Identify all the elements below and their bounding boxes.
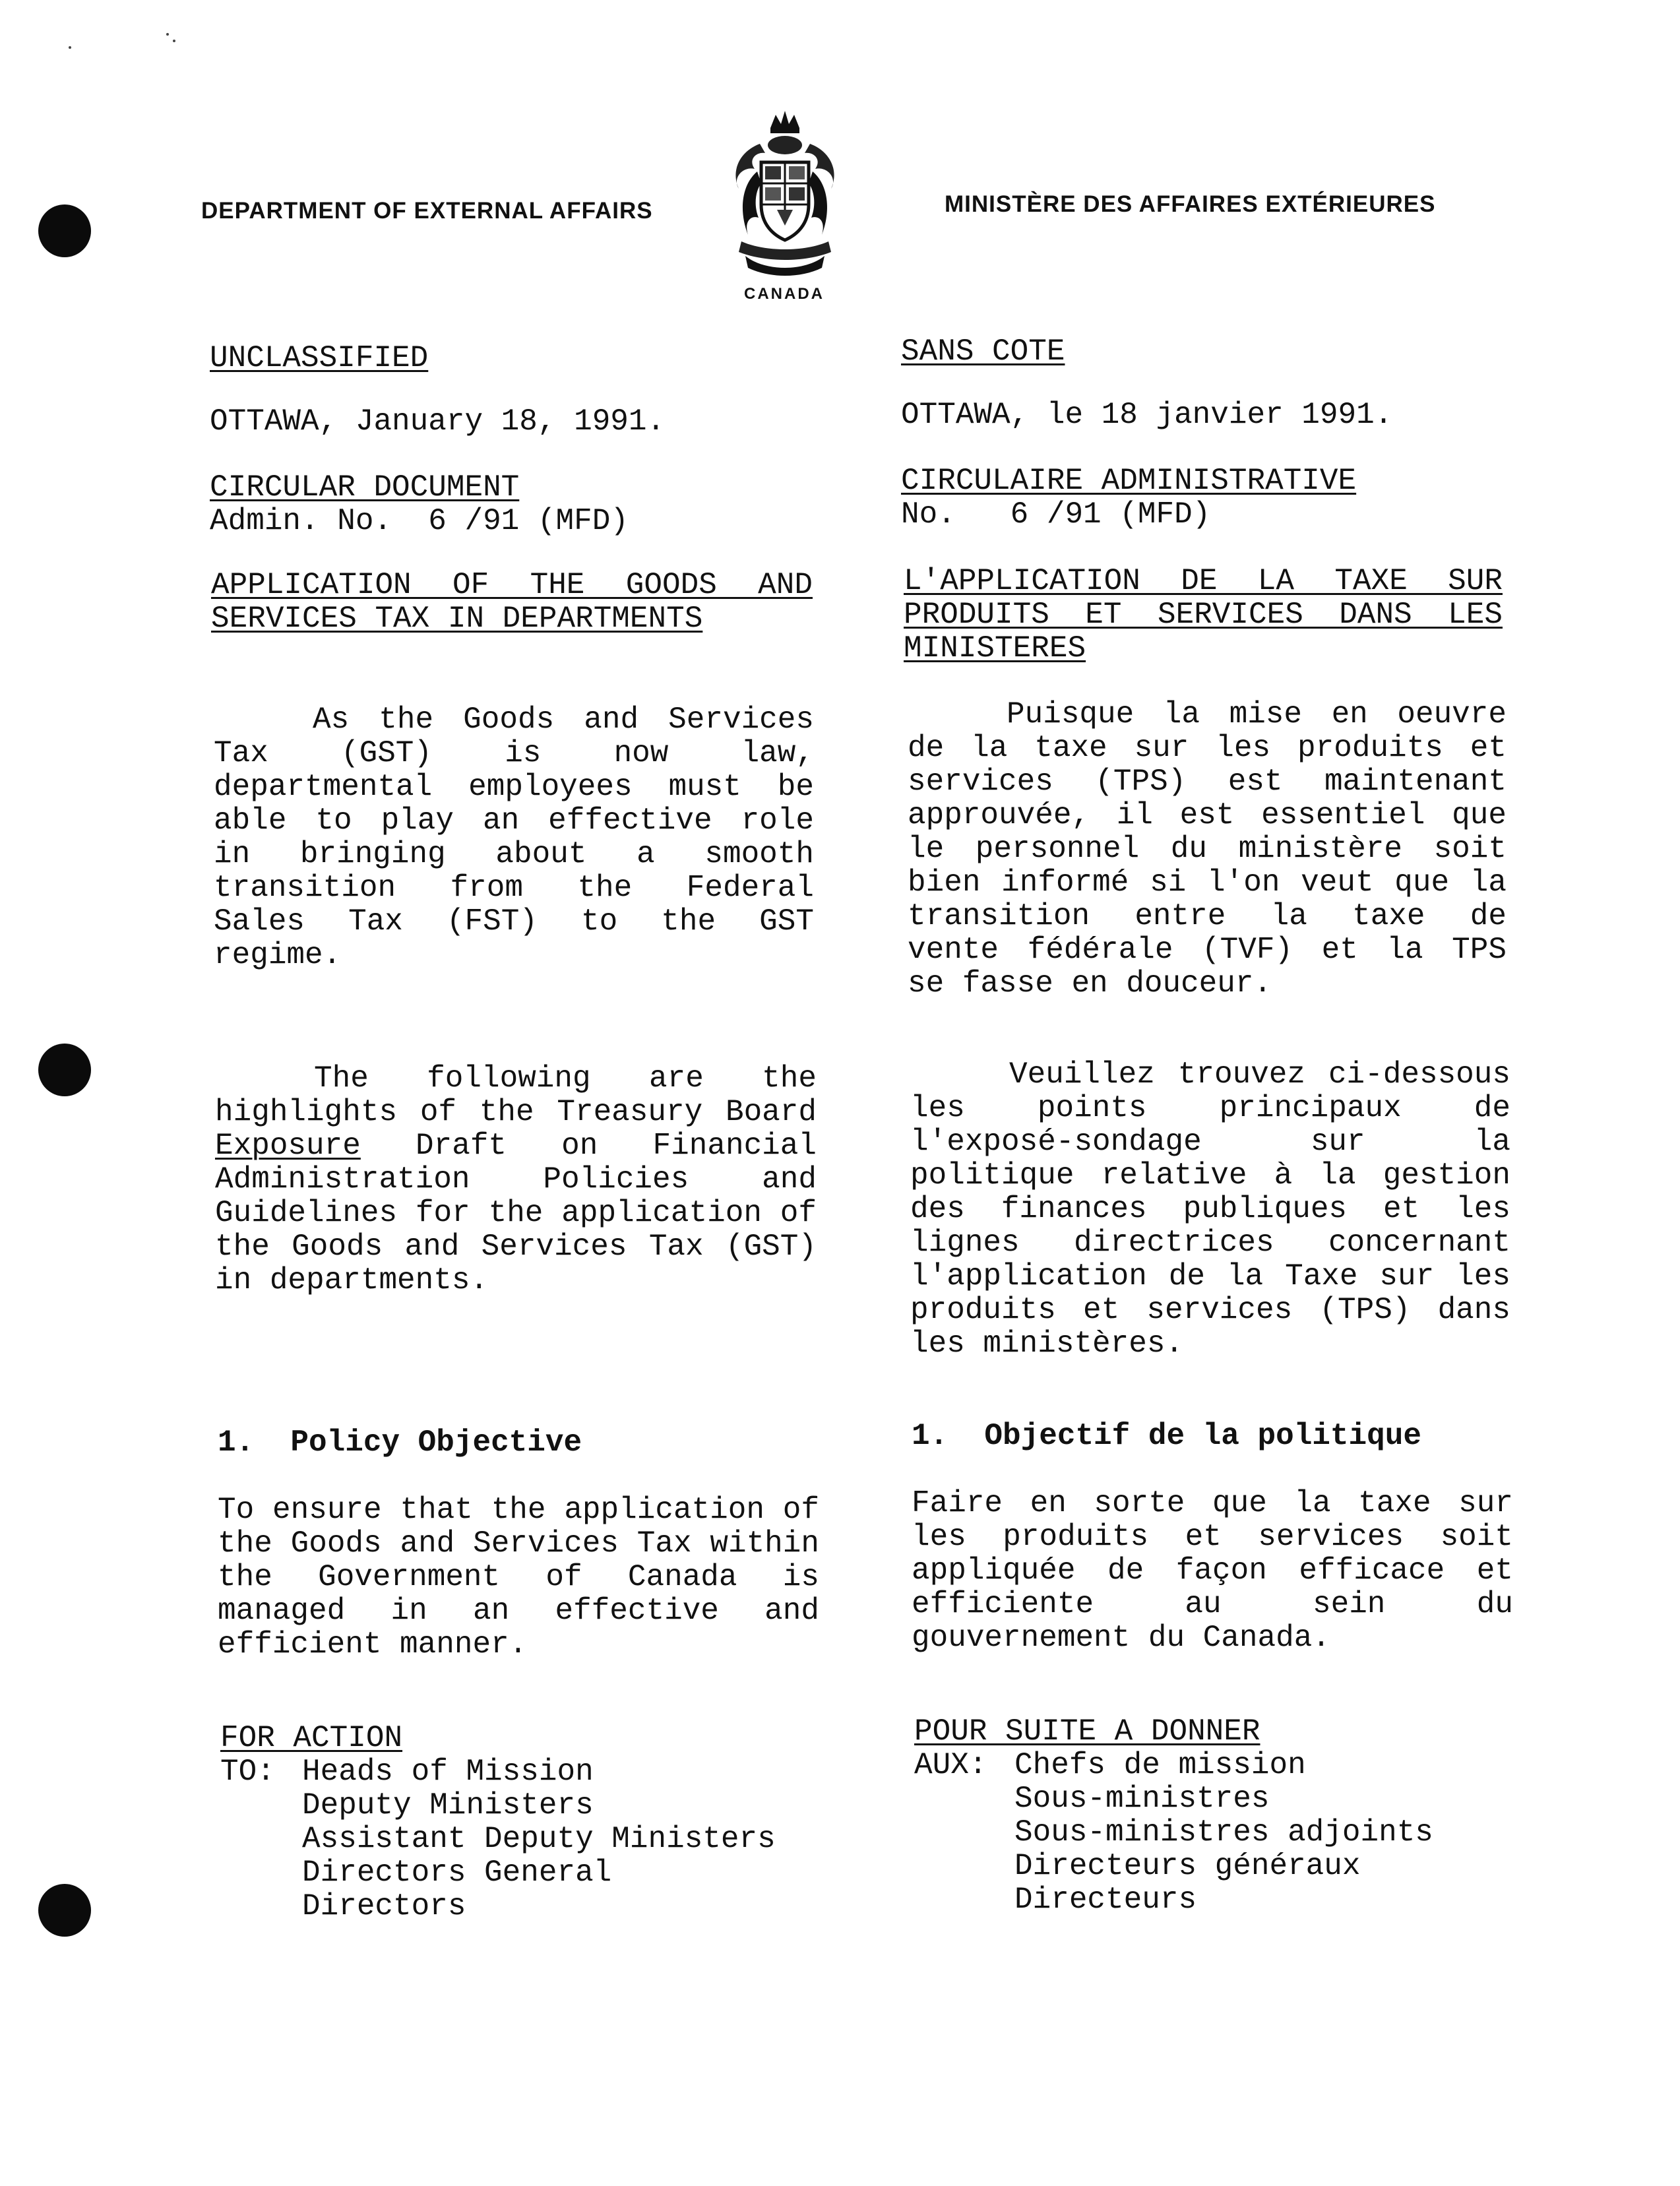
date-english-block: [210, 405, 811, 439]
classification-french: SANS COTE: [901, 334, 1065, 369]
section-1-body-french: Faire en sorte que la taxe sur les produits et services soit appliquée de façon efficace et efficiente au sein du gouvernement du Canada.: [912, 1486, 1513, 1655]
department-name-english: DEPARTMENT OF EXTERNAL AFFAIRS: [201, 198, 653, 224]
scan-speck: [166, 33, 169, 36]
section-1-body-english-block: [218, 1493, 819, 1662]
binder-hole-middle: [38, 1044, 91, 1096]
recipient-item: Directeurs: [1014, 1883, 1197, 1917]
para1-french-block: [908, 698, 1507, 1001]
document-title-english: APPLICATION OF THE GOODS AND SERVICES TAX IN DEPARTMENTS: [211, 568, 813, 636]
date-french-block: [901, 398, 1503, 432]
doc-ref-french-block: [901, 464, 1503, 532]
doc-type-french: CIRCULAIRE ADMINISTRATIVE: [901, 464, 1357, 498]
paragraph-2-english-part-2: Draft on Financial Administration Policies and Guidelines for the application of the Goods and Services Tax (GST) in departments.: [215, 1129, 817, 1297]
title-english-block: [211, 569, 813, 636]
action-english-block: [220, 1722, 822, 1923]
paragraph-1-english: As the Goods and Services Tax (GST) is now law, departmental employees must be able to play an effective role in bringing about a smooth transition from the Federal Sales Tax (FST) to the GST regime.: [214, 703, 814, 972]
french-column: [901, 335, 1503, 369]
action-label-french: POUR SUITE A DONNER: [914, 1714, 1260, 1749]
binder-hole-top: [38, 204, 91, 257]
coat-of-arms-icon: [719, 106, 851, 280]
date-french: OTTAWA, le 18 janvier 1991.: [901, 398, 1393, 432]
recipient-item: Heads of Mission: [302, 1755, 594, 1789]
recipients-english: [220, 1755, 822, 1923]
doc-number-english: Admin. No. 6 /91 (MFD): [210, 504, 629, 538]
document-title-french: L'APPLICATION DE LA TAXE SUR PRODUITS ET SERVICES DANS LES MINISTERES: [904, 564, 1503, 666]
para2-french-block: [910, 1058, 1510, 1361]
recipients-french: [914, 1749, 1516, 1917]
emblem-caption: CANADA: [744, 285, 824, 303]
recipient-list-english: [302, 1755, 776, 1923]
recipient-item: Chefs de mission: [1014, 1748, 1306, 1782]
section-1-body-english: To ensure that the application of the Goods and Services Tax within the Government of Canada is managed in an effective and efficient manner.: [218, 1493, 819, 1662]
scan-speck: [69, 46, 71, 49]
doc-number-french: No. 6 /91 (MFD): [901, 497, 1211, 532]
date-english: OTTAWA, January 18, 1991.: [210, 404, 666, 439]
action-french-block: [914, 1715, 1516, 1917]
recipient-item: Assistant Deputy Ministers: [302, 1822, 776, 1856]
doc-type-english: CIRCULAR DOCUMENT: [210, 470, 520, 505]
recipient-item: Directors General: [302, 1856, 612, 1890]
doc-ref-english-block: [210, 471, 811, 538]
paragraph-1-french: Puisque la mise en oeuvre de la taxe sur les produits et services (TPS) est maintenant approuvée, il est essentiel que le personnel du ministère soit bien informé si l'on veut que la transition entre la taxe de vente fédérale (TVF) et la TPS se fasse en douceur.: [908, 697, 1507, 1001]
exposure-underlined-word: Exposure: [215, 1129, 361, 1163]
paragraph-2-english-part-1: The following are the highlights of the Treasury Board: [215, 1061, 817, 1129]
binder-hole-bottom: [38, 1884, 91, 1937]
recipient-list-french: [1014, 1749, 1433, 1917]
title-french-block: [904, 565, 1503, 666]
recipient-item: Directors: [302, 1889, 466, 1923]
classification-english: UNCLASSIFIED: [210, 341, 429, 375]
para2-english-block: [215, 1062, 817, 1297]
paragraph-2-french: Veuillez trouvez ci-dessous les points principaux de l'exposé-sondage sur la politique relative à la gestion des finances publiques et les lignes directrices concernant l'application de la Taxe sur les produits et services (TPS) dans les ministères.: [910, 1057, 1510, 1361]
english-column: [210, 342, 811, 375]
section-1-heading-english: 1. Policy Objective: [218, 1425, 582, 1460]
department-name-french: MINISTÈRE DES AFFAIRES EXTÉRIEURES: [945, 191, 1436, 217]
para1-english-block: [214, 703, 814, 972]
recipient-item: Directeurs généraux: [1014, 1849, 1361, 1883]
recipient-item: Deputy Ministers: [302, 1788, 594, 1823]
to-label-english: TO:: [220, 1755, 275, 1789]
action-label-english: FOR ACTION: [220, 1721, 403, 1755]
recipient-item: Sous-ministres: [1014, 1782, 1270, 1816]
section-1-heading-french: 1. Objectif de la politique: [912, 1419, 1421, 1453]
scan-speck: [173, 40, 175, 42]
section-1-body-french-block: [912, 1487, 1513, 1655]
to-label-french: AUX:: [914, 1748, 987, 1782]
section-1-english-block: [218, 1426, 819, 1460]
recipient-item: Sous-ministres adjoints: [1014, 1815, 1433, 1850]
section-1-french-block: [912, 1420, 1513, 1453]
paragraph-2-english: [215, 1062, 817, 1297]
